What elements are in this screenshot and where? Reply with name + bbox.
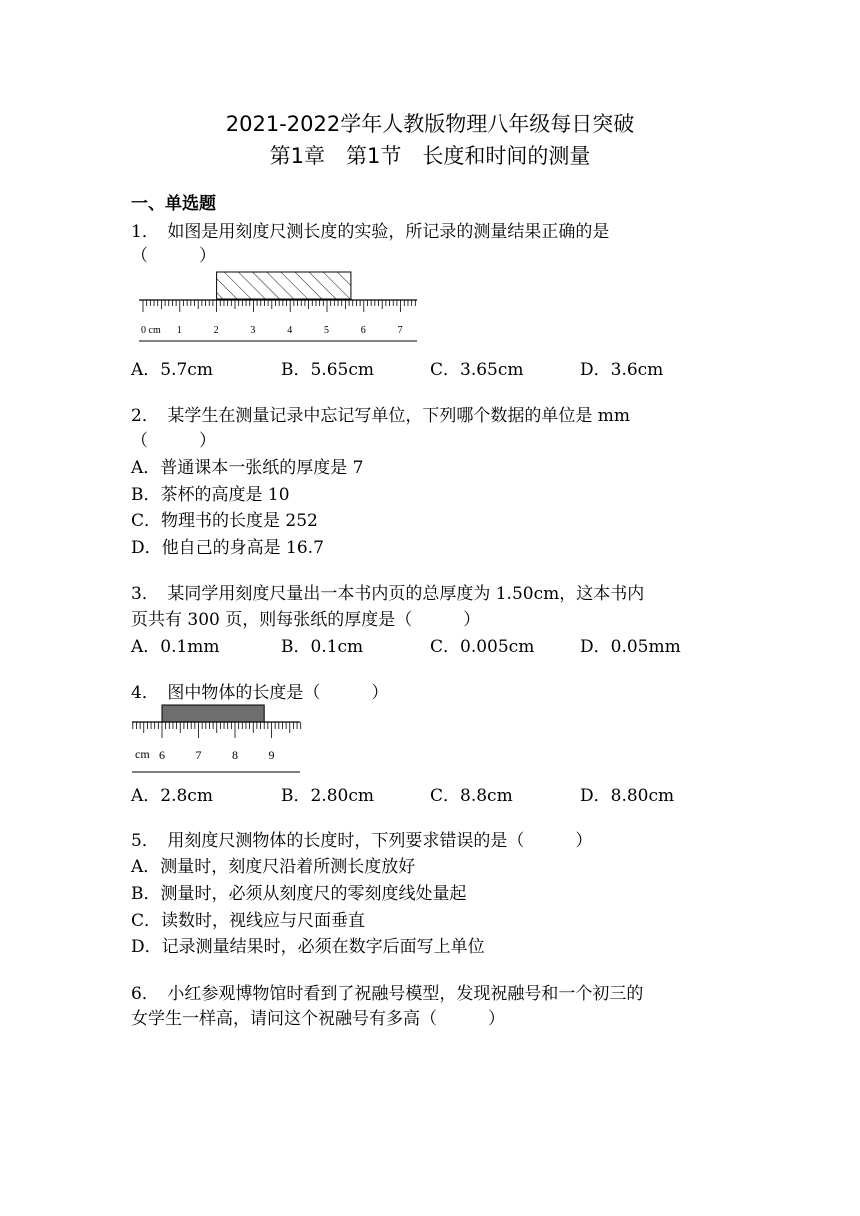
- question-2-option-a[interactable]: A．普通课本一张纸的厚度是 7: [131, 458, 364, 478]
- question-3-option-b[interactable]: B．0.1cm: [281, 637, 364, 657]
- question-4-ruler-figure: [130, 703, 305, 775]
- question-2-option-c[interactable]: C．物理书的长度是 252: [131, 511, 318, 531]
- document-title-line1: 2021-2022学年人教版物理八年级每日突破: [225, 112, 635, 136]
- question-2-option-d[interactable]: D．他自己的身高是 16.7: [131, 538, 324, 558]
- question-6-stem: 6． 小红参观博物馆时看到了祝融号模型，发现祝融号和一个初三的: [131, 984, 644, 1004]
- question-1-stem: 1． 如图是用刻度尺测长度的实验，所记录的测量结果正确的是: [131, 222, 610, 242]
- question-5-option-a[interactable]: A．测量时，刻度尺沿着所测长度放好: [131, 857, 416, 877]
- question-4-option-b[interactable]: B．2.80cm: [281, 786, 374, 806]
- measured-object-4: [162, 705, 264, 722]
- question-5-option-c[interactable]: C．读数时，视线应与尺面垂直: [131, 911, 366, 931]
- ruler-tick-label: 2: [213, 325, 219, 336]
- ruler-unit-label: 0 cm: [141, 325, 161, 336]
- question-1-ruler-figure: [135, 268, 425, 348]
- question-5-option-b[interactable]: B．测量时，必须从刻度尺的零刻度线处量起: [131, 884, 467, 904]
- ruler-tick-label: 5: [324, 325, 329, 336]
- question-6-stem-line2: 女学生一样高，请问这个祝融号有多高（ ）: [131, 1009, 505, 1029]
- question-4-option-d[interactable]: D．8.80cm: [580, 786, 675, 806]
- ruler-tick-label: 9: [268, 748, 275, 762]
- ruler-tick-label: 3: [250, 325, 256, 336]
- section-heading: 一、单选题: [131, 194, 216, 214]
- question-4-option-a[interactable]: A．2.8cm: [131, 786, 213, 806]
- question-4-option-c[interactable]: C．8.8cm: [430, 786, 513, 806]
- ruler-tick-label: 4: [287, 325, 293, 336]
- question-4-stem: 4． 图中物体的长度是（ ）: [131, 683, 389, 703]
- ruler-tick-label: 1: [176, 325, 182, 336]
- ruler-tick-label: 6: [360, 325, 366, 336]
- ruler-tick-label: 7: [195, 748, 202, 762]
- question-1-option-b[interactable]: B．5.65cm: [281, 360, 374, 380]
- ruler-tick-label: 8: [232, 748, 238, 762]
- question-2-stem-bracket: （ ）: [131, 431, 216, 451]
- question-1-stem-bracket: （ ）: [131, 246, 216, 266]
- measured-object-1: [217, 272, 351, 299]
- ruler-tick-label: 6: [159, 748, 165, 762]
- document-title-line2: 第1章 第1节 长度和时间的测量: [269, 144, 591, 168]
- question-1-option-d[interactable]: D．3.6cm: [580, 360, 664, 380]
- question-1-option-a[interactable]: A．5.7cm: [131, 360, 213, 380]
- ruler-tick-label: 7: [397, 325, 403, 336]
- question-2-option-b[interactable]: B．茶杯的高度是 10: [131, 485, 290, 505]
- question-3-option-c[interactable]: C．0.005cm: [430, 637, 535, 657]
- question-3-option-d[interactable]: D．0.05mm: [580, 637, 681, 657]
- question-2-stem: 2． 某学生在测量记录中忘记写单位，下列哪个数据的单位是 mm: [131, 406, 630, 426]
- question-3-option-a[interactable]: A．0.1mm: [131, 637, 220, 657]
- question-5-stem: 5． 用刻度尺测物体的长度时，下列要求错误的是（ ）: [131, 831, 593, 851]
- ruler-unit-label: cm: [135, 747, 150, 761]
- question-5-option-d[interactable]: D．记录测量结果时，必须在数字后面写上单位: [131, 937, 485, 957]
- question-3-stem: 3． 某同学用刻度尺量出一本书内页的总厚度为 1.50cm，这本书内: [131, 584, 645, 604]
- question-1-option-c[interactable]: C．3.65cm: [430, 360, 524, 380]
- question-3-stem-line2: 页共有 300 页，则每张纸的厚度是（ ）: [131, 610, 481, 630]
